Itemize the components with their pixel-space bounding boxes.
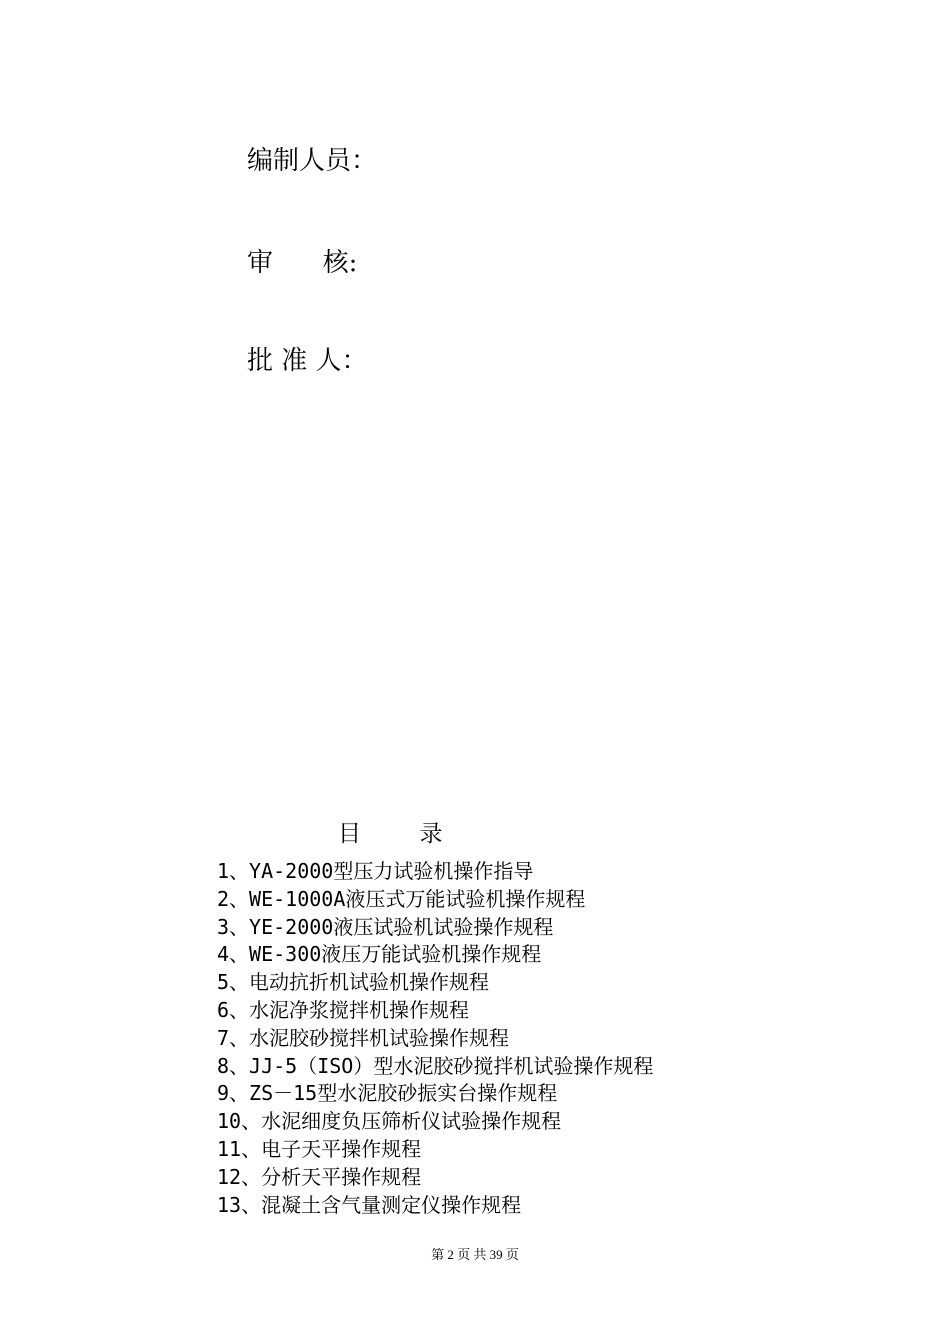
- compiler-label: 编制人员：: [247, 146, 378, 176]
- toc-item: 13、混凝土含气量测定仪操作规程: [217, 1192, 522, 1217]
- approver-label: 批 准 人：: [247, 346, 368, 376]
- toc-item: 7、水泥胶砂搅拌机试验操作规程: [217, 1025, 510, 1050]
- toc-item: 6、水泥净浆搅拌机操作规程: [217, 997, 470, 1022]
- page-footer: 第 2 页 共 39 页: [431, 1247, 519, 1262]
- toc-title: 目 录: [338, 821, 443, 847]
- toc-item: 4、WE-300液压万能试验机操作规程: [217, 942, 542, 967]
- toc-item: 3、YE-2000液压试验机试验操作规程: [217, 914, 554, 939]
- review-label: 审 核:: [247, 248, 358, 278]
- toc-item: 12、分析天平操作规程: [217, 1164, 422, 1189]
- toc-item: 1、YA-2000型压力试验机操作指导: [217, 859, 534, 883]
- toc-item: 8、JJ-5（ISO）型水泥胶砂搅拌机试验操作规程: [217, 1053, 654, 1078]
- toc-item: 10、水泥细度负压筛析仪试验操作规程: [217, 1109, 562, 1134]
- toc-item: 11、电子天平操作规程: [217, 1136, 422, 1161]
- toc-item: 5、电动抗折机试验机操作规程: [217, 970, 490, 995]
- toc-item: 2、WE-1000A液压式万能试验机操作规程: [217, 886, 586, 911]
- toc-list: [217, 858, 653, 1219]
- toc-item: 9、ZS－15型水泥胶砂振实台操作规程: [217, 1081, 558, 1106]
